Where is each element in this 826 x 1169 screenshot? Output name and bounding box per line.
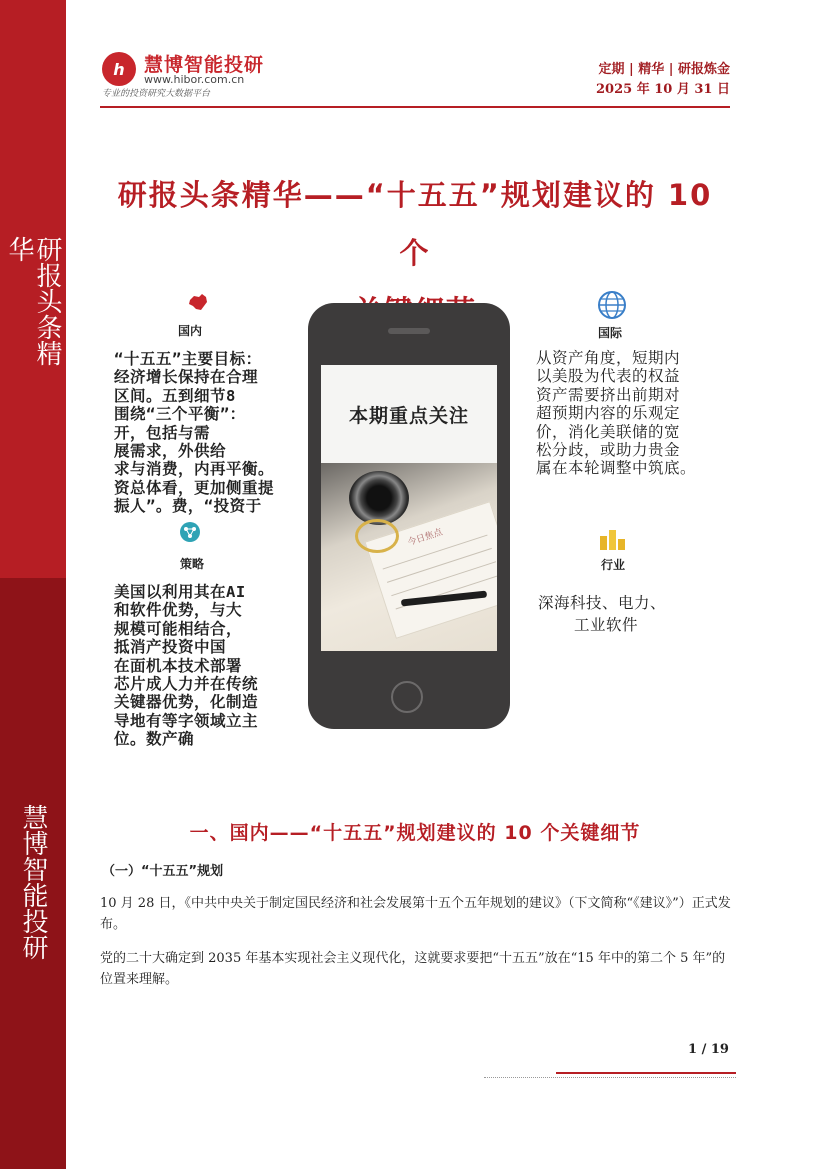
- logo[interactable]: [102, 50, 265, 100]
- international-text: 从资产角度，短期内 以美股为代表的权益 资产需要挤出前期对 超预期内容的乐观定 价，消化美联储的宽 松分歧，或助力贵金 属在本轮调整中筑底。: [536, 349, 697, 478]
- header-date: 2025 年 10 月 31 日: [596, 82, 730, 97]
- phone-speaker: [388, 328, 430, 334]
- logo-name: 慧博智能投研: [144, 54, 265, 76]
- gold-ring: [355, 519, 399, 553]
- header-divider: [100, 106, 730, 108]
- logo-tagline: 专业的投资研究大数据平台: [102, 89, 211, 99]
- phone-illustration: [308, 303, 510, 729]
- logo-url: www.hibor.com.cn: [144, 73, 245, 86]
- domestic-text: “十五五”主要目标： 经济增长保持在合理 区间。五到细节8 围绕“三个平衡”： 开，包括与需 展需求，外供给 求与消费，内再平衡。 资总体看，更加侧重提 振人”。费，“投资于: [114, 350, 275, 516]
- page-number: 1 / 19: [688, 1042, 729, 1057]
- note-tag: 今日焦点: [406, 527, 444, 549]
- footer-dotted-line: [484, 1077, 736, 1078]
- phone-home-button: [391, 681, 423, 713]
- strategy-text: 美国以利用其在AI 和软件优势，与大 规模可能相结合， 抵消产投资中国 在面机本技术部署 芯片成人力并在传统 关键器优势，化制造 导地有等字领域立主 位。数产确: [114, 583, 259, 749]
- section-heading: 一、国内——“十五五”规划建议的 10 个关键细节: [189, 822, 641, 844]
- footer-divider: [556, 1072, 736, 1074]
- sidebar-brand: 慧博智能投研: [18, 804, 48, 960]
- header-tags: 定期 | 精华 | 研报炼金: [598, 62, 730, 77]
- industry-text: 深海科技、电力、 工业软件: [538, 594, 667, 634]
- strategy-label: 策略: [180, 557, 205, 571]
- camera-lens: [349, 471, 409, 525]
- china-map-icon: [187, 292, 209, 314]
- strategy-network-icon: [178, 520, 202, 544]
- coins-icon: [598, 526, 628, 552]
- phone-screen: [321, 365, 497, 651]
- international-label: 国际: [598, 326, 623, 340]
- industry-label: 行业: [601, 558, 626, 572]
- subsection-heading: （一）“十五五”规划: [102, 864, 224, 879]
- domestic-label: 国内: [178, 324, 203, 338]
- paragraph-1: 10 月 28 日，《中共中央关于制定国民经济和社会发展第十五个五年规划的建议》（下文简称“《建议》”）正式发布。: [100, 896, 731, 932]
- title-line-1: 研报头条精华——“十五五”规划建议的 10 个: [117, 178, 713, 270]
- paragraph-2: 党的二十大确定到 2035 年基本实现社会主义现代化，这就要求要把“十五五”放在“15 年中的第二个 5 年”的位置来理解。: [100, 951, 726, 987]
- screen-title: 本期重点关注: [321, 365, 497, 463]
- globe-icon: [597, 290, 627, 320]
- logo-mark-icon: h: [102, 52, 136, 86]
- desk-photo: [321, 463, 497, 651]
- sidebar-report-title: 研报头条精华: [4, 236, 62, 366]
- header-meta: [596, 60, 730, 100]
